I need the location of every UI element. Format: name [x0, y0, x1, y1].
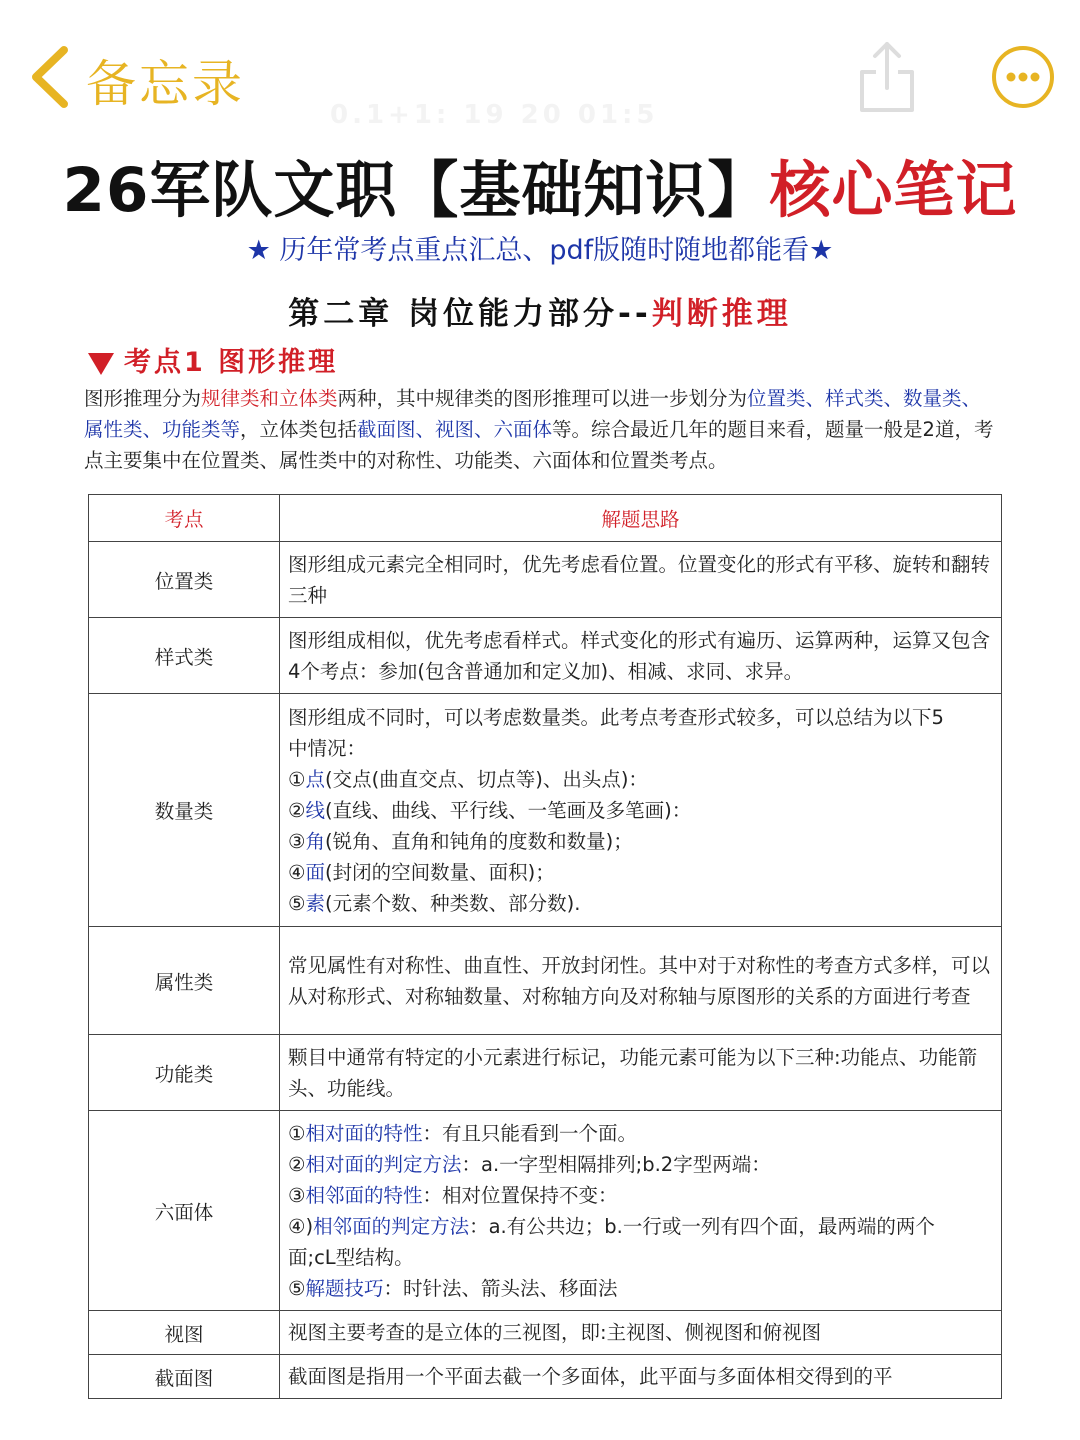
intro-highlight-blue: 截面图、视图、六面体: [357, 418, 553, 441]
row-text: 常见属性有对称性、曲直性、开放封闭性。其中对于对称性的考查方式多样，可以从对称形式、对称轴数量、对称轴方向及对称轴与原图形的关系的方面进行考查: [280, 927, 1002, 1035]
table-row: [89, 542, 1002, 618]
table-row: [89, 1111, 1002, 1311]
title-highlight-part: 核心笔记: [769, 155, 1018, 226]
back-button[interactable]: [22, 42, 82, 112]
more-options-button[interactable]: [992, 46, 1054, 108]
chapter-heading: [0, 288, 1080, 333]
list-item: ④)相邻面的判定方法：a.有公共边；b.一行或一列有四个面，最两端的两个面;cL型结构。: [288, 1214, 935, 1269]
row-name: 位置类: [89, 542, 280, 618]
row-name: 属性类: [89, 927, 280, 1035]
list-item: ②相对面的判定方法：a.一字型相隔排列;b.2字型两端：: [288, 1152, 771, 1176]
exam-points-table: [88, 494, 1002, 1399]
table-row: [89, 1035, 1002, 1111]
ellipsis-icon: [996, 50, 1050, 104]
title-main-part: 26军队文职【基础知识】: [62, 155, 770, 226]
row-intro: 图形组成不同时，可以考虑数量类。此考点考查形式较多，可以总结为以下5中情况：: [288, 705, 944, 760]
intro-text: 两种，其中规律类的图形推理可以进一步划分为: [337, 387, 748, 410]
list-item: ③相邻面的特性：相对位置保持不变：: [288, 1183, 618, 1207]
row-name: 功能类: [89, 1035, 280, 1111]
chapter-prefix: 第二章 岗位能力部分--: [288, 296, 652, 332]
intro-text: 图形推理分为: [84, 387, 202, 410]
list-item: ⑤解题技巧：时针法、箭头法、移面法: [288, 1276, 618, 1300]
row-text: 截面图是指用一个平面去截一个多面体，此平面与多面体相交得到的平: [280, 1355, 1002, 1399]
table-row: [89, 927, 1002, 1035]
table-row: [89, 1355, 1002, 1399]
row-name: 视图: [89, 1311, 280, 1355]
share-button[interactable]: [852, 36, 922, 116]
intro-highlight-blue: 位置类、样式类、数量类、属性类、功能类等: [84, 387, 982, 441]
chapter-highlight: 判断推理: [651, 296, 792, 332]
table-row: [89, 618, 1002, 694]
row-text: [280, 1111, 1002, 1311]
row-text: 视图主要考查的是立体的三视图，即:主视图、侧视图和俯视图: [280, 1311, 1002, 1355]
row-name: 数量类: [89, 694, 280, 927]
list-item: ④面(封闭的空间数量、面积)；: [288, 860, 555, 884]
table-row: [89, 694, 1002, 927]
intro-highlight-red: 规律类和立体类: [201, 387, 338, 410]
page-title: [0, 142, 1080, 229]
row-text: [280, 694, 1002, 927]
row-text: 图形组成相似，优先考虑看样式。样式变化的形式有遍历、运算两种，运算又包含4个考点：参加(包含普通加和定义加)、相减、求同、求异。: [280, 618, 1002, 694]
header-solution-approach: 解题思路: [280, 495, 1002, 542]
intro-text: ，立体类包括: [240, 418, 358, 441]
chevron-left-icon: [22, 42, 82, 112]
back-label[interactable]: 备忘录: [86, 55, 245, 113]
section-label: 考点1 图形推理: [124, 347, 339, 378]
list-item: ③角(锐角、直角和钝角的度数和数量)；: [288, 829, 633, 853]
row-text: 图形组成元素完全相同时，优先考虑看位置。位置变化的形式有平移、旋转和翻转三种: [280, 542, 1002, 618]
section-heading: [88, 340, 338, 379]
faded-background-text: 0.1+1: 19 20 01:5: [330, 100, 659, 130]
row-name: 六面体: [89, 1111, 280, 1311]
triangle-down-icon: [88, 353, 114, 375]
row-text: 颗目中通常有特定的小元素进行标记，功能元素可能为以下三种:功能点、功能箭头、功能线。: [280, 1035, 1002, 1111]
list-item: ①点(交点(曲直交点、切点等)、出头点)：: [288, 767, 648, 791]
list-item: ⑤素(元素个数、种类数、部分数).: [288, 891, 581, 915]
share-icon: [852, 36, 922, 116]
header-exam-point: 考点: [89, 495, 280, 542]
table-row: [89, 1311, 1002, 1355]
row-name: 样式类: [89, 618, 280, 694]
list-item: ②线(直线、曲线、平行线、一笔画及多笔画)：: [288, 798, 692, 822]
intro-text: 等。综合最近几年的题目来看，题量一般是2道，考点主要集中在位置类、属性类中的对称性、功能类、六面体和位置类考点。: [84, 418, 994, 472]
intro-paragraph: [84, 383, 1000, 476]
top-navigation-bar: [0, 0, 1080, 150]
list-item: ①相对面的特性：有且只能看到一个面。: [288, 1121, 638, 1145]
subtitle: ★ 历年常考点重点汇总、pdf版随时随地都能看★: [246, 235, 834, 266]
table-header-row: [89, 495, 1002, 542]
row-name: 截面图: [89, 1355, 280, 1399]
